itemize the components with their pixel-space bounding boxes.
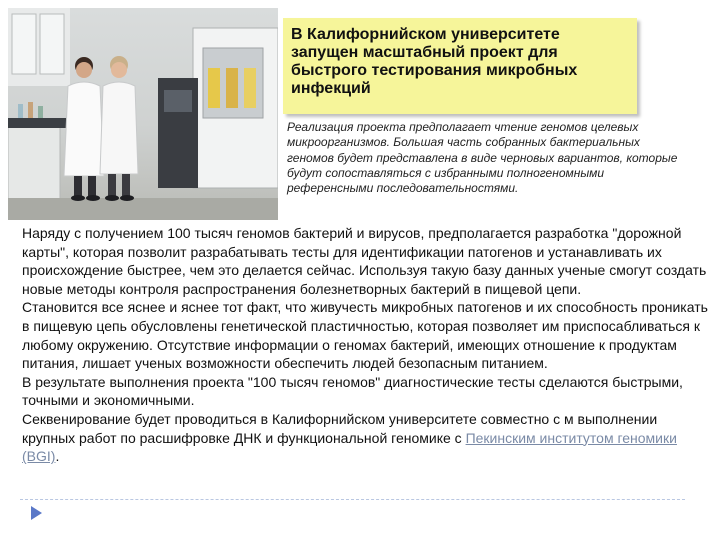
paragraph-last-text: Секвенирование будет проводиться в Калифорнийском университете совместно с м выполнении крупных работ по расшифровке ДНК и функциональной геномике с [22,410,658,446]
paragraph-last-suffix: . [55,448,60,465]
paragraph-last [22,410,712,466]
paragraph: Наряду с получением 100 тысяч геномов бактерий и вирусов, предполагается разработка "дорожной карты", которая позволит разрабатывать тесты для идентификации патогенов и устанавливать их происхождение быстрее, чем это делается сейчас. Используя такую базу данных ученые смогут создать новые методы контроля распространения болезнетворных бактерий в пищевой цепи. [22,225,707,297]
next-slide-arrow-icon[interactable] [31,506,42,520]
summary-text: Реализация проекта предполагает чтение геномов целевых микроорганизмов. Большая часть собранных бактериальных геномов будет представлена в виде черновых вариантов, которые будут сопоставляться с избранными полногеномными референсными последовательностями. [287,120,678,196]
paragraph: Становится все яснее и яснее тот факт, что живучесть микробных патогенов и их способность проникать в пищевую цепь обусловлены генетической пластичностью, которая позволяет им приспосабливаться к любому окружению. Отсутствие информации о геномах бактерий, имеющих отношение к продуктам питания, лишает ученых возможности обеспечить людей безопасным питанием. [22,299,708,372]
divider [20,499,685,500]
lab-photo-icon [8,8,278,220]
headline: В Калифорнийском университете запущен масштабный проект для быстрого тестирования микробных инфекций [291,26,578,97]
article-body [22,224,712,466]
paragraph: В результате выполнения проекта "100 тысяч геномов" диагностические тесты сделаются быстрыми, точными и экономичными. [22,373,683,409]
bgi-link[interactable]: Пекинским институтом геномики (BGI) [22,429,677,465]
lab-photo [8,8,278,220]
headline-box [283,18,637,114]
